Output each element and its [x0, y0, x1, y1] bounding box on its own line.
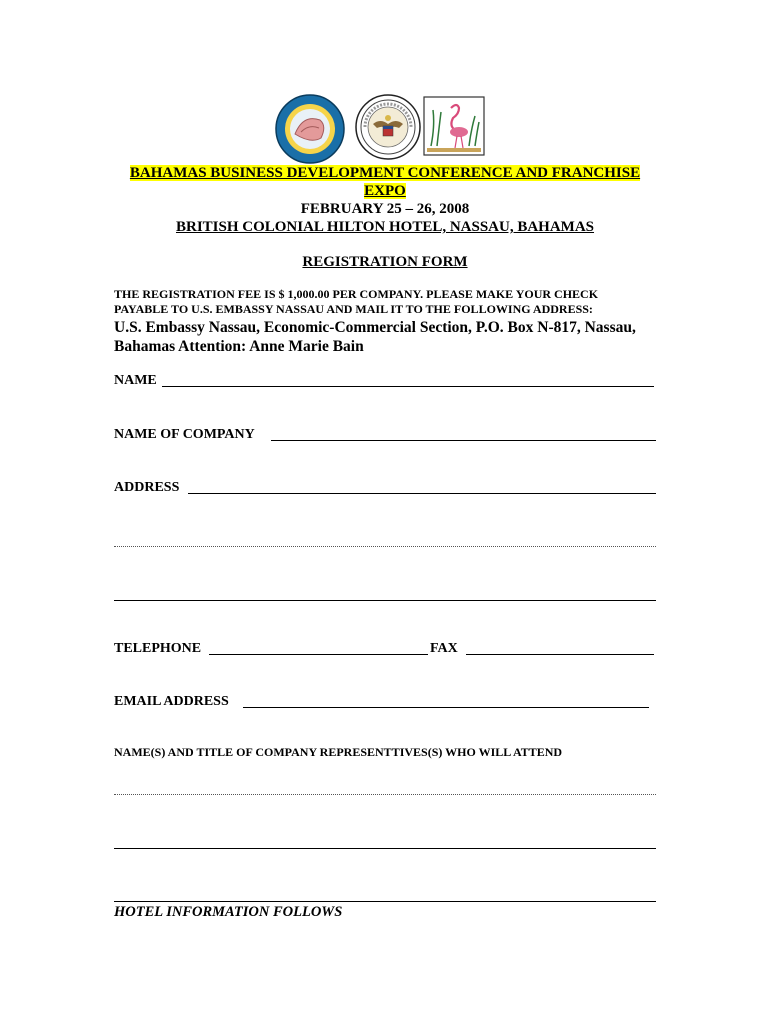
fax-field[interactable]: [466, 654, 654, 655]
representatives-field-line2[interactable]: [114, 848, 656, 849]
representatives-label: NAME(S) AND TITLE OF COMPANY REPRESENTTIVES(S) WHO WILL ATTEND: [114, 745, 563, 759]
logo-strip: [0, 94, 770, 164]
flamingo-logo: [423, 96, 485, 156]
conference-title-text2: EXPO: [364, 183, 406, 199]
mailing-line2: Bahamas Attention: Anne Marie Bain: [114, 338, 364, 355]
telephone-label: TELEPHONE: [114, 641, 202, 656]
fee-instructions: [114, 287, 674, 317]
representatives-field-line3[interactable]: [114, 901, 656, 902]
mailing-line1: U.S. Embassy Nassau, Economic-Commercial Section, P.O. Box N-817, Nassau,: [114, 319, 636, 336]
representatives-field-line1[interactable]: [114, 794, 656, 795]
address-field-line2[interactable]: [114, 546, 656, 547]
fee-line2: PAYABLE TO U.S. EMBASSY NASSAU AND MAIL IT TO THE FOLLOWING ADDRESS:: [114, 302, 593, 316]
telephone-field[interactable]: [209, 654, 428, 655]
company-field[interactable]: [271, 440, 656, 441]
email-label: EMAIL ADDRESS: [114, 694, 229, 709]
name-label: NAME: [114, 373, 157, 388]
conference-title-text1: BAHAMAS BUSINESS DEVELOPMENT CONFERENCE AND FRANCHISE: [129, 165, 641, 181]
conference-dates: FEBRUARY 25 – 26, 2008: [300, 201, 470, 217]
mailing-address: [114, 318, 674, 356]
name-field[interactable]: [162, 386, 654, 387]
address-field-line1[interactable]: [188, 493, 656, 494]
fax-label: FAX: [430, 641, 458, 656]
conference-title-line1: [0, 164, 770, 183]
company-label: NAME OF COMPANY: [114, 427, 255, 442]
form-title: REGISTRATION FORM: [302, 254, 468, 270]
email-field[interactable]: [243, 707, 649, 708]
address-label: ADDRESS: [114, 480, 180, 495]
chamber-of-commerce-logo: [275, 94, 345, 164]
fee-line1: THE REGISTRATION FEE IS $ 1,000.00 PER COMPANY. PLEASE MAKE YOUR CHECK: [114, 287, 599, 301]
conference-venue: BRITISH COLONIAL HILTON HOTEL, NASSAU, BAHAMAS: [175, 219, 595, 235]
address-field-line3[interactable]: [114, 600, 656, 601]
us-embassy-seal: [355, 94, 421, 160]
conference-title-line2: [0, 182, 770, 201]
hotel-info-note: HOTEL INFORMATION FOLLOWS: [114, 904, 343, 920]
